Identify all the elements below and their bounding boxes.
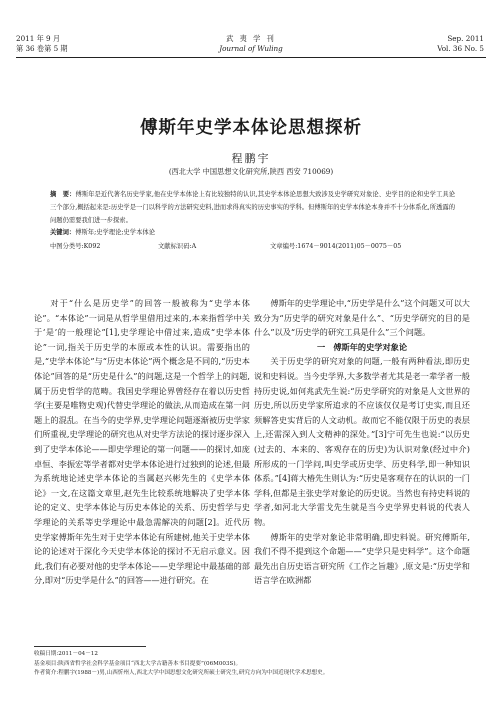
author-bio: 作者简介:程鹏宇(1988－)男,山西忻州人,西北大学中国思想文化研究所硕士研究生,研究方向为中国近现代学术思想史。 (34, 670, 329, 676)
abstract-text: 傅斯年是近代著名历史学家,他在史学本体论上有比较独特的认识,其史学本体论思想大致涉及史学研究对象论、史学目的论和史学工具论三个部分,概括起来是:历史学是一门以科学的方法研究史料,进而求得真实的历史事实的学科。但傅斯年的史学本体论本身并不十分体系化,所透露的问题仍需要我们进一步探索。 (50, 191, 456, 224)
journal-title-en: Journal of Wuling (219, 44, 283, 53)
body-paragraph: 关于历史学的研究对象的问题,一般有两种看法,即历史说和史料说。当今史学界,大多数学者尤其是老一辈学者一般持历史说,如何兆武先生说:“历史学研究的对象是人文世界的历史,所以历史学家所追求的不应该仅仅是考订史实,而且还须解答史实背后的人文动机。故而它不能仅限于历史的表层上,还需深入到人文精神的深处。”[3]宁可先生也说:“以历史(过去的、本来的、客观存在的历史)为认识对象(经过中介)所形成的一门学问,叫史学或历史学、历史科学,即一种知识体系。”[4]蒋大椿先生则认为:“历史是客观存在的认识的一门学科,但都是主张史学对象论的历史说。当然也有持史料说的学者,如河北大学雷戈先生就是当今史学界史料说的代表人物。 (254, 356, 470, 527)
fund-project: 基金项目:陕西省哲学社会科学基金项目“西北大学古籍善本书目提要”(06M003S)。 (34, 660, 242, 667)
article-number: 文章编号:1674－9014(2011)05－0075－05 (270, 243, 402, 250)
footnotes (34, 650, 474, 679)
body-left-column (34, 296, 250, 588)
abstract-label: 摘 要： (50, 191, 76, 198)
header-date: 2011 年 9 月 (16, 34, 61, 43)
header-volume: 第 36 卷第 5 期 (16, 44, 68, 53)
author-name: 程鹏宇 (231, 152, 271, 165)
header-divider (16, 57, 486, 58)
body-paragraph: 傅斯年的史学理论中,“历史学是什么”这个问题又可以大致分为“历史学的研究对象是什么”、“历史学研究的目的是什么”以及“历史学的研究工具是什么”三个问题。 (254, 298, 470, 338)
header-volume-en: Vol. 36 No. 5 (437, 44, 484, 53)
footnote-divider (34, 646, 146, 647)
keywords-label: 关键词： (50, 229, 76, 236)
body-paragraph: 傅斯年的史学对象论非常明确,即史料说。研究傅斯年,我们不得不提到这个命题——“史学只是史料学”。这个命题最先出自历史语言研究所《工作之旨趣》,原文是:“历史学和语言学在欧洲都 (254, 531, 470, 586)
body-paragraph: 对于“什么是历史学”的回答一般被称为“史学本体论”。“本体论”一词是从哲学里借用过来的,本来指哲学中关于‘是’的一般理论”[1],史学理论中借过来,造成“史学本体论”一词,指关于历史学的本原或本性的认识。需要指出的是,“史学本体论”与“历史本体论”两个概念是不同的,“历史本体论”回答的是“历史是什么”的问题,这是一个哲学上的问题,属于历史哲学的范畴。我国史学理论界曾经存在着以历史哲学(主要是唯物史观)代替史学理论的做法,从而造成在第一问题上的混乱。在当今的史学界,史学理论问题逐渐被历史学家们所重视,史学理论的研究也从对史学方法论的探讨逐步深入到了史学本体论——即史学理论的第一问题——的探讨,如庞卓恒、李振宏等学者都对史学本体论进行过独到的论述,但最为系统地论述史学本体论的当属赵兴彬先生的《史学本体论》一文,在这篇文章里,赵先生比较系统地解决了史学本体论的定义、史学本体论与历史本体论的关系、历史哲学与史学理论的关系等史学理论中最急需解决的问题[2]。近代历史学家傅斯年先生对于史学本体论有所建树,他关于史学本体论的论述对于深化今天史学本体论的探讨不无启示意义。因此,我们有必要对他的史学本体论——史学理论中最基础的部分,即对“历史学是什么”的回答——进行研究。在 (34, 298, 250, 586)
author-affiliation: (西北大学 中国思想文化研究所,陕西 西安 710069) (168, 167, 334, 176)
journal-title-cn: 武 夷 学 刊 (226, 34, 276, 43)
article-title: 傅斯年史学本体论思想探析 (140, 118, 362, 138)
section-heading: 一 傅斯年的史学对象论 (316, 341, 408, 352)
journal-date-volume-en (437, 34, 484, 54)
clc-number: 中图分类号:K092 (50, 243, 101, 250)
journal-name (0, 34, 502, 54)
keywords (50, 227, 155, 236)
document-code: 文献标识码:A (158, 243, 197, 250)
keywords-text: 傅斯年;史学理论;史学本体论 (75, 229, 155, 236)
abstract (50, 188, 455, 227)
header-date-en: Sep. 2011 (447, 34, 484, 43)
body-right-column (254, 296, 470, 588)
received-date: 收稿日期:2011－04－12 (34, 651, 98, 657)
